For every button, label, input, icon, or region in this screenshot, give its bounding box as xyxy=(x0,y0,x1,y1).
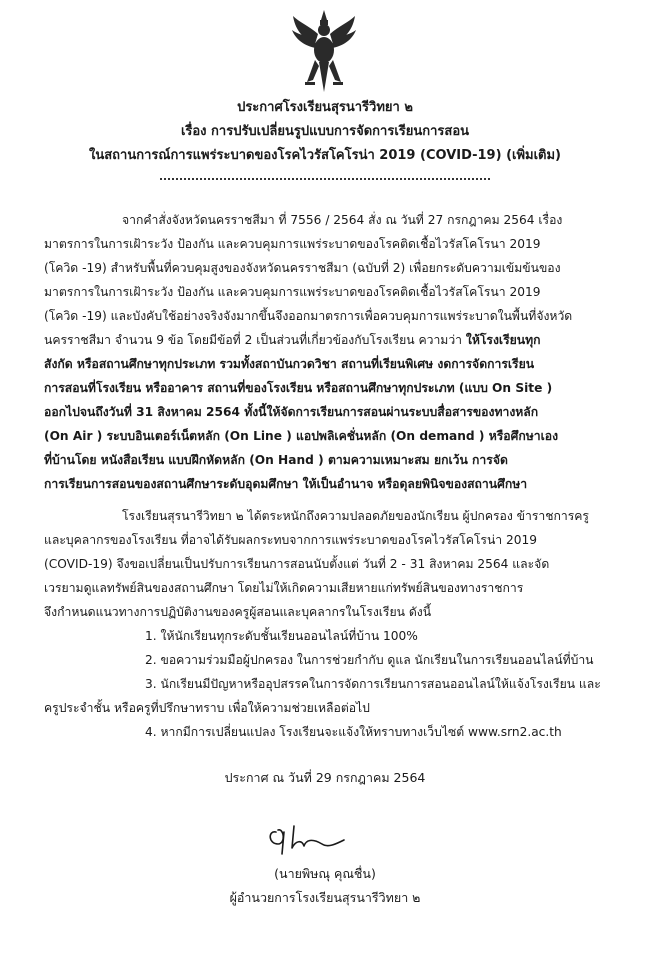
p1-bold-line: ออกไปจนถึงวันที่ 31 สิงหาคม 2564 ทั้งนี้ให้จัดการเรียนการสอนผ่านระบบสื่อสารของทางหลัก xyxy=(44,405,539,419)
p1-line: มาตรการในการเฝ้าระวัง ป้องกัน และควบคุมการแพร่ระบาดของโรคติดเชื้อไวรัสโคโรนา 2019 xyxy=(44,285,541,299)
p1-line: (โควิด -19) สำหรับพื้นที่ควบคุมสูงของจังหวัดนครราชสีมา (ฉบับที่ 2) เพื่อยกระดับความเข้มข้นของ xyxy=(44,261,561,275)
signer-name: (นายพิษณุ คุณชื่น) xyxy=(274,866,376,881)
title-subject: เรื่อง การปรับเปลี่ยนรูปแบบการจัดการเรียนการสอน xyxy=(180,124,470,139)
list-item: 1. ให้นักเรียนทุกระดับชั้นเรียนออนไลน์ที่บ้าน 100% xyxy=(145,629,418,643)
p1-line: (โควิด -19) และบังคับใช้อย่างจริงจังมากขึ้นจึงออกมาตรการเพื่อควบคุมการแพร่ระบาดในพื้นที่จังหวัด xyxy=(44,309,573,323)
list-item: 3. นักเรียนมีปัญหาหรืออุปสรรคในการจัดการเรียนการสอนออนไลน์ให้แจ้งโรงเรียน และ xyxy=(145,677,601,691)
dotted-divider xyxy=(160,178,490,180)
p1-line: จากคำสั่งจังหวัดนครราชสีมา ที่ 7556 / 2564 สั่ง ณ วันที่ 27 กรกฎาคม 2564 เรื่อง xyxy=(122,213,563,227)
title-school: ประกาศโรงเรียนสุรนารีวิทยา ๒ xyxy=(237,100,413,115)
p1-bold-line: สังกัด หรือสถานศึกษาทุกประเภท รวมทั้งสถาบันกวดวิชา สถานที่เรียนพิเศษ งดการจัดการเรียน xyxy=(44,357,535,371)
garuda-emblem-icon xyxy=(291,8,357,94)
p2-line: เวรยามดูแลทรัพย์สินของสถานศึกษา โดยไม่ให้เกิดความเสียหายแก่ทรัพย์สินของทางราชการ xyxy=(44,581,524,595)
title-context: ในสถานการณ์การแพร่ระบาดของโรคไวรัสโคโรน่า 2019 (COVID-19) (เพิ่มเติม) xyxy=(89,148,561,163)
signer-position: ผู้อำนวยการโรงเรียนสุรนารีวิทยา ๒ xyxy=(229,890,421,905)
list-item-continuation: ครูประจำชั้น หรือครูที่ปรึกษาทราบ เพื่อให้ความช่วยเหลือต่อไป xyxy=(44,701,370,715)
p1-line-text: นครราชสีมา จำนวน 9 ข้อ โดยมีข้อที่ 2 เป็นส่วนที่เกี่ยวข้องกับโรงเรียน ความว่า xyxy=(44,333,463,347)
p2-line: และบุคลากรของโรงเรียน ที่อาจได้รับผลกระทบจากการแพร่ระบาดของโรคไวรัสโคโรน่า 2019 xyxy=(44,533,538,547)
p1-line-mixed xyxy=(44,332,614,348)
p2-line: โรงเรียนสุรนารีวิทยา ๒ ได้ตระหนักถึงความปลอดภัยของนักเรียน ผู้ปกครอง ข้าราชการครู xyxy=(122,509,589,523)
p1-bold-line: การสอนที่โรงเรียน หรืออาคาร สถานที่ของโรงเรียน หรือสถานศึกษาทุกประเภท (แบบ On Site ) xyxy=(44,381,553,395)
handwritten-signature-icon xyxy=(262,818,352,858)
p1-bold-line: (On Air ) ระบบอินเตอร์เน็ตหลัก (On Line ) แอปพลิเคชั่นหลัก (On demand ) หรือศึกษาเอง xyxy=(44,429,559,443)
p1-bold-start: ให้โรงเรียนทุก xyxy=(465,333,541,347)
p2-line: (COVID-19) จึงขอเปลี่ยนเป็นปรับการเรียนการสอนนับตั้งแต่ วันที่ 2 - 31 สิงหาคม 2564 และจัด xyxy=(44,557,550,571)
announcement-date: ประกาศ ณ วันที่ 29 กรกฎาคม 2564 xyxy=(224,770,426,785)
p1-line: มาตรการในการเฝ้าระวัง ป้องกัน และควบคุมการแพร่ระบาดของโรคติดเชื้อไวรัสโคโรนา 2019 xyxy=(44,237,541,251)
p2-line: จึงกำหนดแนวทางการปฏิบัติงานของครูผู้สอนและบุคลากรในโรงเรียน ดังนี้ xyxy=(44,605,432,619)
p1-bold-line: ที่บ้านโดย หนังสือเรียน แบบฝึกหัดหลัก (On Hand ) ตามความเหมาะสม ยกเว้น การจัด xyxy=(44,453,508,467)
list-item: 4. หากมีการเปลี่ยนแปลง โรงเรียนจะแจ้งให้ทราบทางเว็บไซต์ www.srn2.ac.th xyxy=(145,725,562,739)
p1-bold-line: การเรียนการสอนของสถานศึกษาระดับอุดมศึกษา ให้เป็นอำนาจ หรือดุลยพินิจของสถานศึกษา xyxy=(44,477,528,491)
list-item: 2. ขอความร่วมมือผู้ปกครอง ในการช่วยกำกับ ดูแล นักเรียนในการเรียนออนไลน์ที่บ้าน xyxy=(145,653,594,667)
